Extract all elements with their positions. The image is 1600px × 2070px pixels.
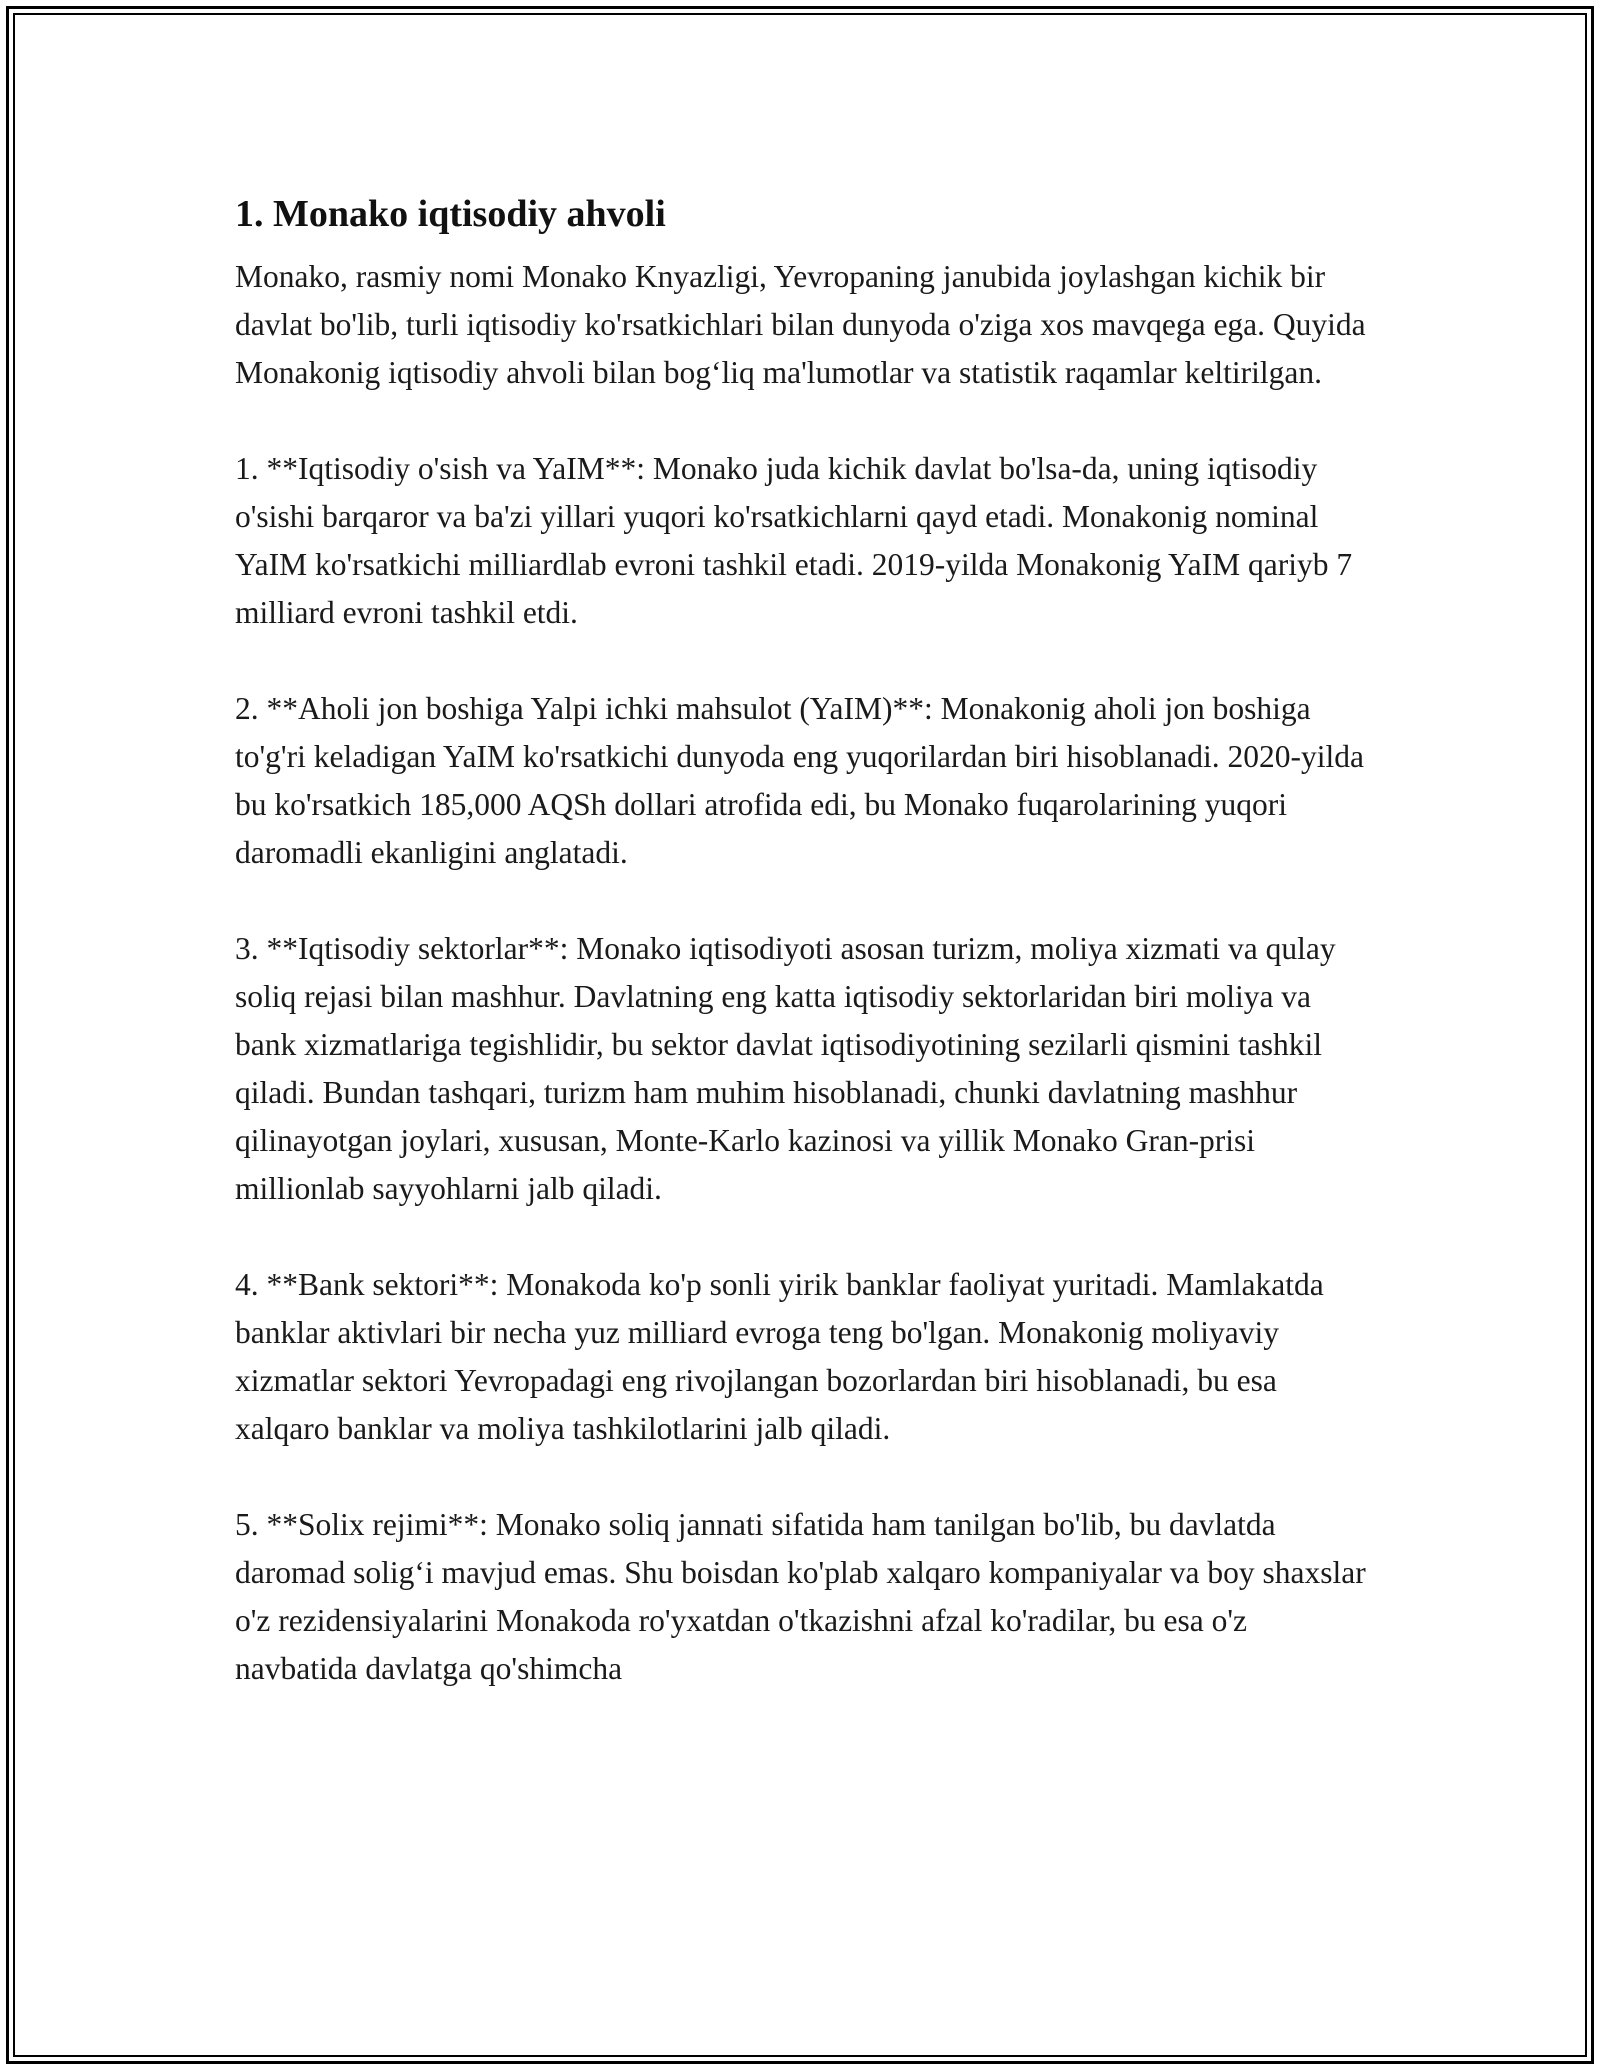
intro-paragraph: Monako, rasmiy nomi Monako Knyazligi, Yevropaning janubida joylashgan kichik bir davlat bo'lib, turli iqtisodiy ko'rsatkichlari bilan dunyoda o'ziga xos mavqega ega. Quyida Monakonig iqtisodiy ahvoli bilan bog‘liq ma'lumotlar va statistik raqamlar keltirilgan.	[235, 259, 1366, 390]
section-paragraph-4: 4. **Bank sektori**: Monakoda ko'p sonli yirik banklar faoliyat yuritadi. Mamlakatda banklar aktivlari bir necha yuz milliard evroga teng bo'lgan. Monakonig moliyaviy xizmatlar sektori Yevropadagi eng rivojlangan bozorlardan biri hisoblanadi, bu esa xalqaro banklar va moliya tashkilotlarini jalb qiladi.	[235, 1267, 1324, 1446]
section-paragraph-2: 2. **Aholi jon boshiga Yalpi ichki mahsulot (YaIM)**: Monakonig aholi jon boshiga to'g'ri keladigan YaIM ko'rsatkichi dunyoda eng yuqorilardan biri hisoblanadi. 2020-yilda bu ko'rsatkich 185,000 AQSh dollari atrofida edi, bu Monako fuqarolarining yuqori daromadli ekanligini anglatadi.	[235, 691, 1364, 870]
document-page	[235, 185, 1375, 1741]
section-paragraph-1: 1. **Iqtisodiy o'sish va YaIM**: Monako juda kichik davlat bo'lsa-da, uning iqtisodiy o'sishi barqaror va ba'zi yillari yuqori ko'rsatkichlarni qayd etadi. Monakonig nominal YaIM ko'rsatkichi milliardlab evroni tashkil etadi. 2019-yilda Monakonig YaIM qariyb 7 milliard evroni tashkil etdi.	[235, 451, 1353, 630]
section-paragraph-3: 3. **Iqtisodiy sektorlar**: Monako iqtisodiyoti asosan turizm, moliya xizmati va qulay soliq rejasi bilan mashhur. Davlatning eng katta iqtisodiy sektorlaridan biri moliya va bank xizmatlariga tegishlidir, bu sektor davlat iqtisodiyotining sezilarli qismini tashkil qiladi. Bundan tashqari, turizm ham muhim hisoblanadi, chunki davlatning mashhur qilinayotgan joylari, xususan, Monte-Karlo kazinosi va yillik Monako Gran-prisi millionlab sayyohlarni jalb qiladi.	[235, 931, 1336, 1206]
document-title: 1. Monako iqtisodiy ahvoli	[235, 193, 666, 235]
section-paragraph-5: 5. **Solix rejimi**: Monako soliq jannati sifatida ham tanilgan bo'lib, bu davlatda daromad solig‘i mavjud emas. Shu boisdan ko'plab xalqaro kompaniyalar va boy shaxslar o'z rezidensiyalarini Monakoda ro'yxatdan o'tkazishni afzal ko'radilar, bu esa o'z navbatida davlatga qo'shimcha	[235, 1507, 1366, 1686]
